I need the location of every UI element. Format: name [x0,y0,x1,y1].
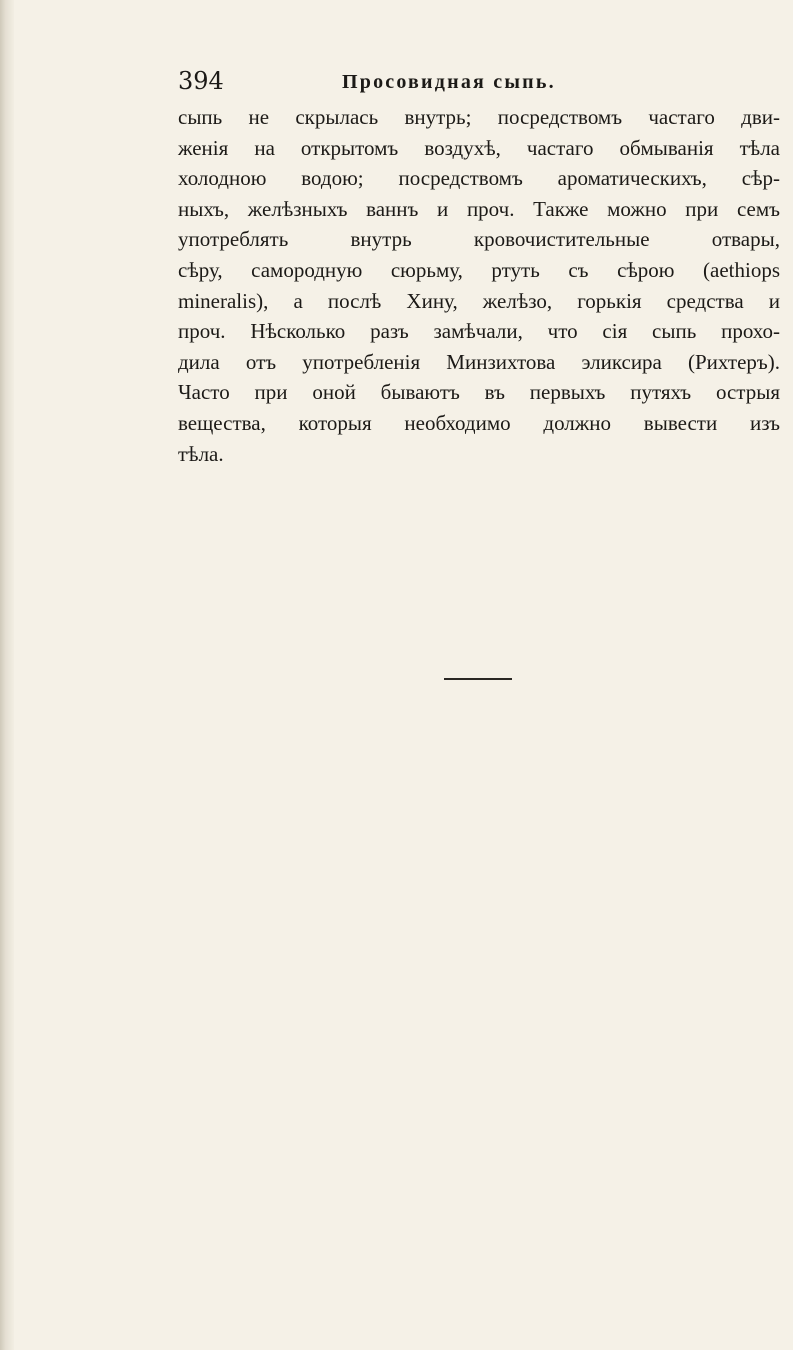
text-line: холодною водою; посредствомъ ароматическихъ, сѣр- [178,166,780,191]
text-line: вещества, которыя необходимо должно вывести изъ [178,410,780,435]
running-head: Просовидная сыпь. [342,71,556,93]
text-line: Часто при оной бываютъ въ первыхъ путяхъ острыя [178,380,780,405]
section-divider-rule [444,678,512,680]
text-line: сыпь не скрылась внутрь; посредствомъ частаго дви- [178,105,780,129]
page-number: 394 [178,67,224,95]
page-header [178,66,778,96]
text-line: mineralis), а послѣ Хину, желѣзо, горькія средства и [178,288,780,313]
text-line: женія на открытомъ воздухѣ, частаго обмыванія тѣла [178,135,780,160]
text-line: ныхъ, желѣзныхъ ваннъ и проч. Также можно при семъ [178,196,780,221]
text-line: тѣла. [178,441,224,466]
text-line: употреблять внутрь кровочистительные отвары, [178,227,780,252]
text-line: проч. Нѣсколько разъ замѣчали, что сія сыпь прохо- [178,319,780,344]
text-line: сѣру, самородную сюрьму, ртуть съ сѣрою (aethiops [178,257,780,282]
text-line: дила отъ употребленія Минзихтова эликсира (Рихтеръ). [178,349,780,374]
page-binding-edge [0,0,14,1350]
body-text [178,102,780,469]
